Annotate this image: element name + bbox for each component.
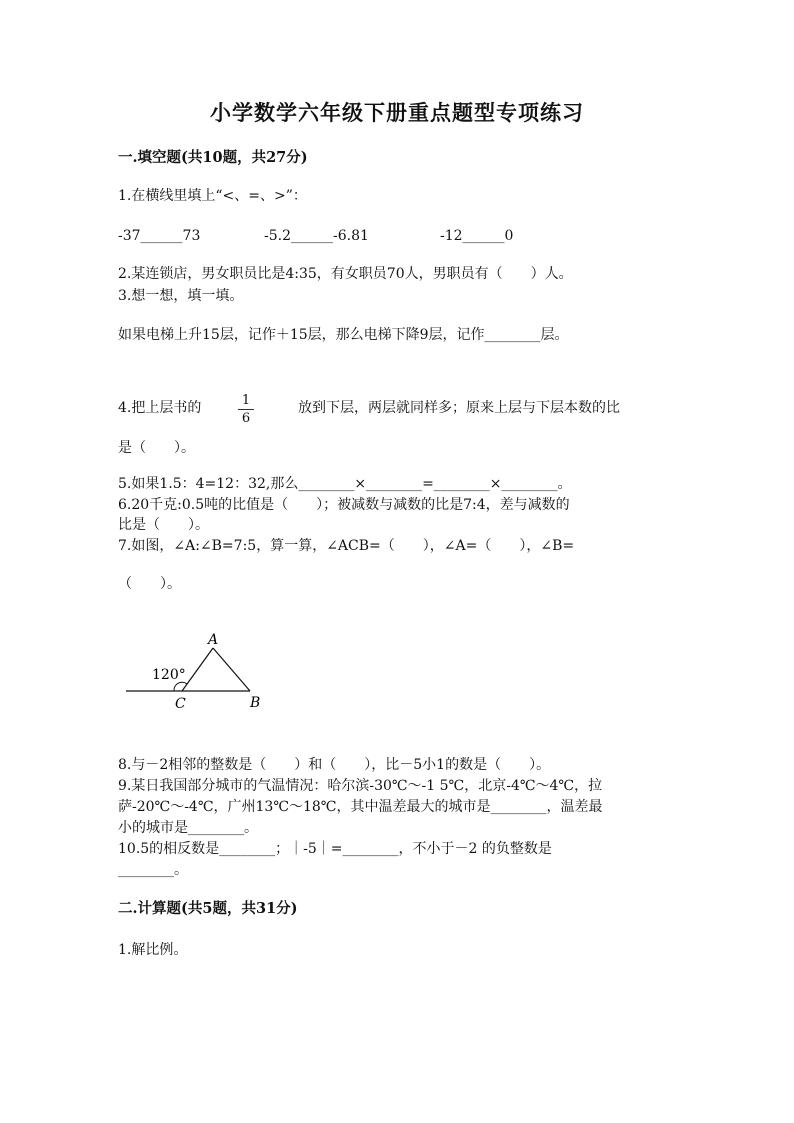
question-6-line-1: 6.20千克:0.5吨的比值是（ ）；被减数与减数的比是7:4，差与减数的: [118, 497, 570, 513]
section-fill-in-blank-heading: 一.填空题(共10题，共27分): [118, 149, 308, 166]
question-1-item: -37______73: [118, 228, 201, 244]
question-10-line-2: ________。: [118, 862, 188, 878]
vertex-a-label: A: [208, 632, 219, 648]
question-9-line-2: 萨-20℃～-4℃，广州13℃～18℃，其中温差最大的城市是________，温差最: [118, 799, 603, 815]
question-1-items: [0, 226, 794, 246]
question-9-line-1: 9.某日我国部分城市的气温情况：哈尔滨-30℃～-1 5℃，北京-4℃～4℃，拉: [118, 778, 603, 794]
question-7-line-2: （ ）。: [118, 576, 181, 592]
question-1-item: -12______0: [440, 228, 514, 244]
question-7-line-1: 7.如图，∠A:∠B=7:5，算一算，∠ACB=（ ），∠A=（ ），∠B=: [118, 538, 575, 554]
question-2: 2.某连锁店，男女职员比是4:35，有女职员70人，男职员有（ ）人。: [118, 266, 573, 282]
side-ab: [213, 648, 250, 691]
question-4-part-3: 是（ ）。: [118, 440, 195, 456]
question-1: 1.在横线里填上“<、=、>”：: [118, 188, 307, 204]
question-3: 3.想一想，填一填。: [118, 288, 244, 304]
question-1-item: -5.2______-6.81: [264, 228, 369, 244]
vertex-b-label: B: [250, 695, 261, 711]
question-5: 5.如果1.5：4=12：32,那么________×________=________×________。: [118, 476, 572, 492]
vertex-c-label: C: [175, 696, 186, 712]
question-3-body: 如果电梯上升15层，记作＋15层，那么电梯下降9层，记作________层。: [118, 327, 569, 343]
section-calculation-heading: 二.计算题(共5题，共31分): [118, 900, 298, 917]
question-9-line-3: 小的城市是________。: [118, 820, 258, 836]
question-6-line-2: 比是（ ）。: [118, 517, 209, 533]
fraction-bar: [238, 409, 254, 410]
side-ca: [182, 648, 213, 691]
page-title: 小学数学六年级下册重点题型专项练习: [210, 100, 584, 125]
question-4-part-2: 放到下层，两层就同样多；原来上层与下层本数的比: [298, 400, 620, 416]
question-4-part-1: 4.把上层书的: [118, 400, 202, 416]
fraction-denominator: 6: [241, 411, 251, 426]
question-10-line-1: 10.5的相反数是________；｜-5｜=________，不小于－2 的负整数是: [118, 841, 552, 857]
question-8: 8.与－2相邻的整数是（ ）和（ ），比－5小1的数是（ ）。: [118, 757, 551, 773]
triangle-figure: [118, 628, 278, 718]
calc-question-1: 1.解比例。: [118, 942, 188, 958]
angle-label: 120°: [152, 667, 186, 683]
fraction-one-sixth: [238, 393, 254, 426]
fraction-numerator: 1: [241, 393, 251, 408]
